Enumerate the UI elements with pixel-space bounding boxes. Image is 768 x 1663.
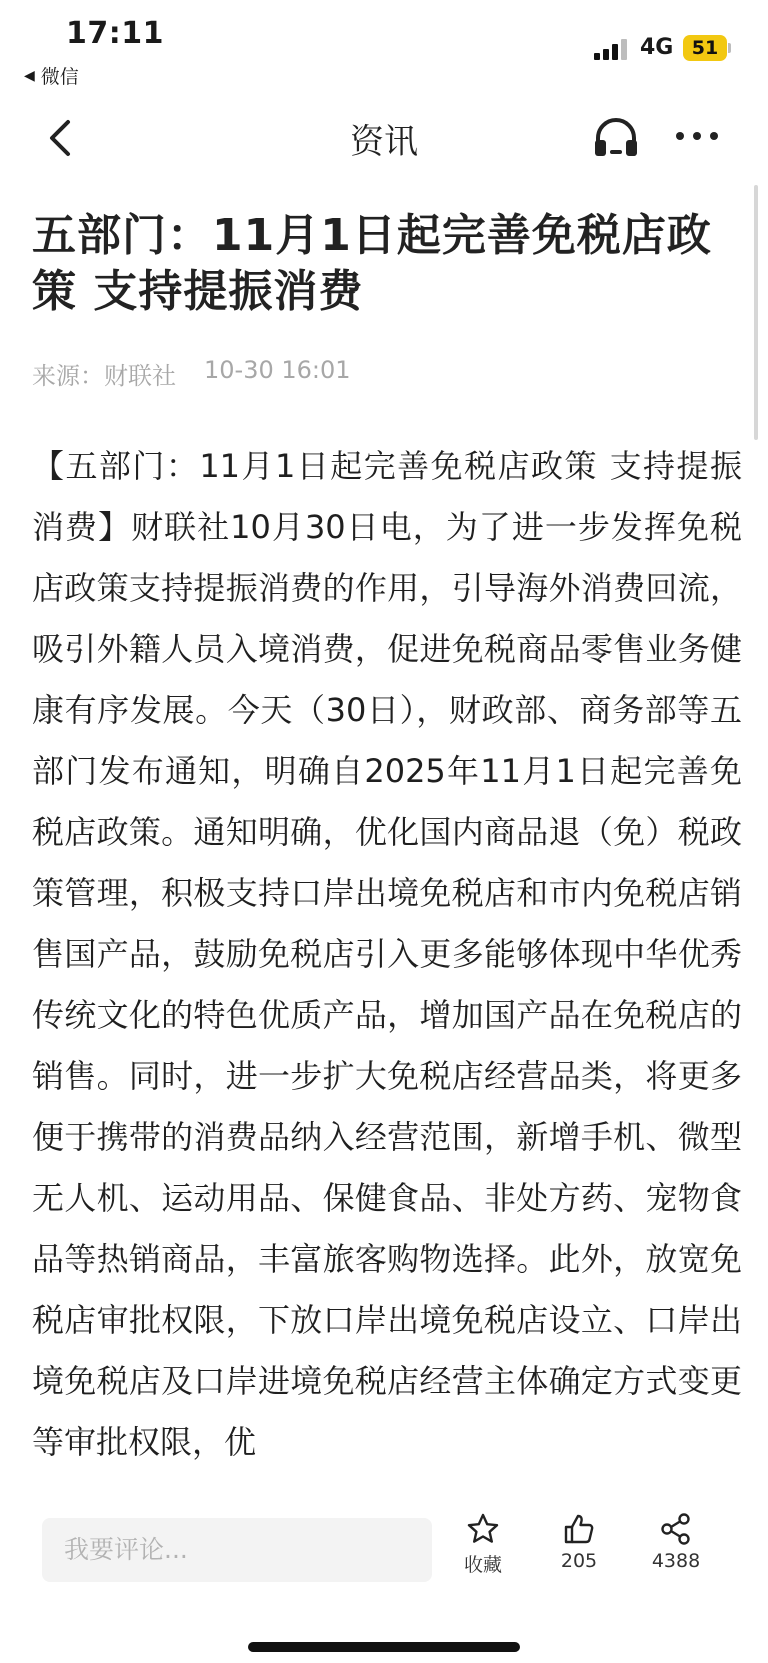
article-datetime: 10-30 16:01 [204,356,351,384]
battery-level: 51 [683,35,727,61]
headphone-icon [592,114,640,160]
like-count: 205 [560,1550,598,1572]
article-body[interactable] [32,436,742,1516]
article-body-text: 【五部门：11月1日起完善免税店政策 支持提振消费】财联社10月30日电，为了进一步发挥免税店政策支持提振消费的作用，引导海外消费回流，吸引外籍人员入境消费，促进免税商品零售业务健康有序发展。今天（30日），财政部、商务部等五部门发布通知，明确自2025年11月1日起完善免税店政策。通知明确，优化国内商品退（免）税政策管理，积极支持口岸出境免税店和市内免税店销售国产品，鼓励免税店引入更多能够体现中华优秀传统文化的特色优质产品，增加国产品在免税店的销售。同时，进一步扩大免税店经营品类，将更多便于携带的消费品纳入经营范围，新增手机、微型无人机、运动用品、保健食品、非处方药、宠物食品等热销商品，丰富旅客购物选择。此外，放宽免税店审批权限，下放口岸出境免税店设立、口岸出境免税店及口岸进境免税店经营主体确定方式变更等审批权限，优 [32,447,742,1461]
signal-icon [594,38,628,60]
back-triangle-icon: ◀ [24,67,35,84]
star-icon [466,1512,500,1546]
share-button[interactable] [631,1512,721,1572]
article-headline: 五部门：11月1日起完善免税店政策 支持提振消费 [32,210,712,317]
article-header [32,208,738,391]
like-button[interactable] [534,1512,624,1572]
thumbs-up-icon [562,1512,596,1546]
bottom-bar [0,1500,768,1663]
network-type: 4G [640,35,674,60]
home-indicator[interactable] [248,1642,520,1652]
listen-button[interactable] [592,114,640,160]
status-bar [0,0,768,92]
back-to-app-link[interactable] [24,62,79,89]
comment-input[interactable]: 我要评论... [42,1518,432,1582]
share-count: 4388 [651,1550,701,1572]
page-title: 资讯 [350,122,418,162]
more-dots-icon [674,129,720,143]
status-time: 17:11 [66,16,164,51]
share-icon [659,1512,693,1546]
favorite-label: 收藏 [463,1554,502,1576]
back-app-label: 微信 [40,66,79,88]
more-button[interactable] [674,128,720,142]
nav-bar [0,100,768,180]
article-source: 来源：财联社 [32,362,176,390]
scrollbar[interactable] [754,185,758,440]
article-meta [32,356,738,391]
battery-icon [683,35,731,61]
favorite-button[interactable] [438,1512,528,1577]
